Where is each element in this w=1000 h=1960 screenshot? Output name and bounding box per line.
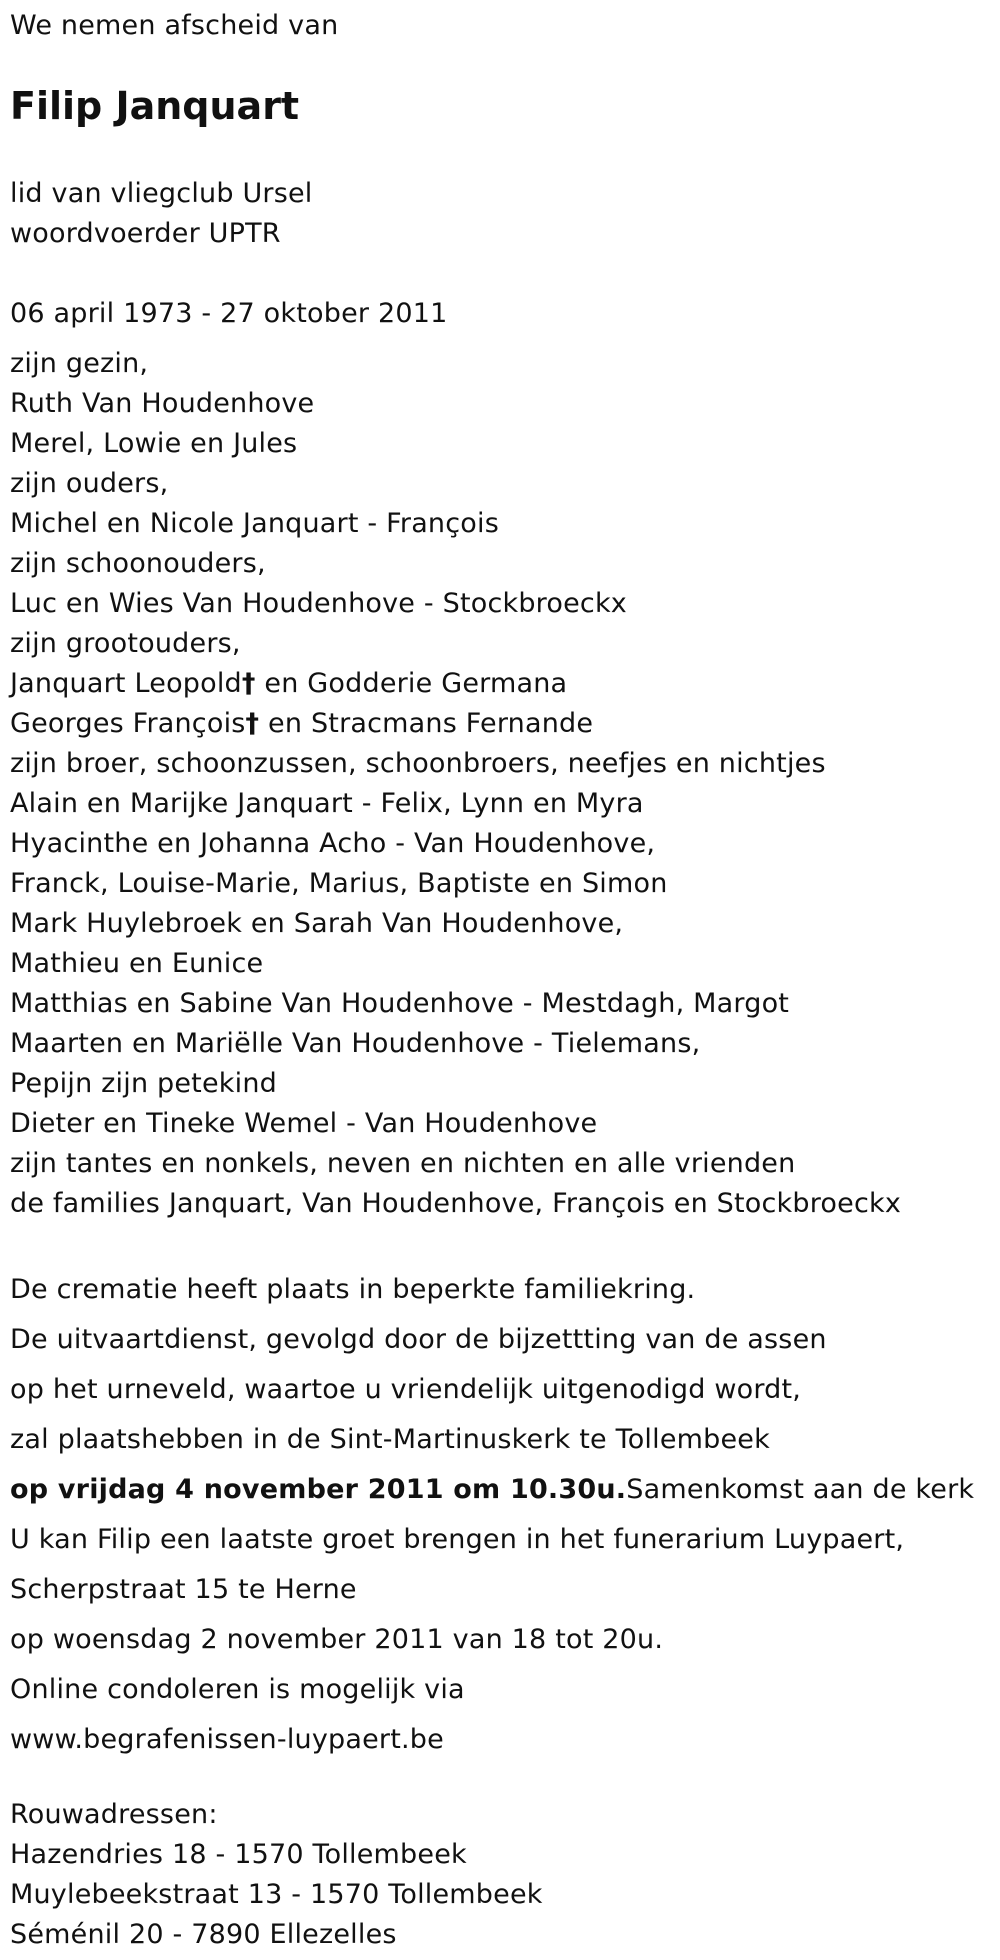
deceased-name: Filip Janquart (10, 84, 300, 128)
grandparent-name: Janquart Leopold (10, 668, 242, 699)
family-line: de families Janquart, Van Houdenhove, François en Stockbroeckx (10, 1188, 902, 1219)
family-line: Matthias en Sabine Van Houdenhove - Mestdagh, Margot (10, 988, 790, 1019)
ceremony-date: op vrijdag 4 november 2011 om 10.30u. (10, 1474, 627, 1505)
family-line: zijn broer, schoonzussen, schoonbroers, neefjes en nichtjes (10, 748, 826, 779)
family-line: Franck, Louise-Marie, Marius, Baptiste en Simon (10, 868, 668, 899)
life-dates-text: 06 april 1973 - 27 oktober 2011 (10, 298, 448, 329)
family-line: Maarten en Mariëlle Van Houdenhove - Tielemans, (10, 1028, 701, 1059)
family-line: zijn grootouders, (10, 628, 241, 659)
family-line: zijn gezin, (10, 348, 149, 379)
website-link[interactable]: www.begrafenissen-luypaert.be (10, 1724, 444, 1755)
family-line: Alain en Marijke Janquart - Felix, Lynn en Myra (10, 788, 644, 819)
roles-list (10, 174, 313, 254)
family-line: Luc en Wies Van Houdenhove - Stockbroeckx (10, 588, 627, 619)
address-line: Séménil 20 - 7890 Ellezelles (10, 1919, 397, 1950)
ceremony-line: De uitvaartdienst, gevolgd door de bijzettting van de assen (10, 1324, 827, 1355)
intro-text: We nemen afscheid van (10, 10, 339, 41)
family-line: Michel en Nicole Janquart - François (10, 508, 499, 539)
cross-icon: † (245, 708, 260, 739)
ceremony-line: op het urneveld, waartoe u vriendelijk uitgenodigd wordt, (10, 1374, 802, 1405)
role-line: woordvoerder UPTR (10, 218, 281, 249)
family-line (10, 704, 901, 744)
mourning-addresses (10, 1795, 543, 1955)
role-line: lid van vliegclub Ursel (10, 178, 313, 209)
ceremony-line: De crematie heeft plaats in beperkte familiekring. (10, 1274, 696, 1305)
ceremony-info (10, 1265, 974, 1765)
family-line: Pepijn zijn petekind (10, 1068, 277, 1099)
grandparent-name: Georges François (10, 708, 246, 739)
ceremony-line: Scherpstraat 15 te Herne (10, 1574, 357, 1605)
grandparent-partner: en Stracmans Fernande (268, 708, 594, 739)
family-line: Dieter en Tineke Wemel - Van Houdenhove (10, 1108, 598, 1139)
address-line: Muylebeekstraat 13 - 1570 Tollembeek (10, 1879, 543, 1910)
ceremony-gathering: Samenkomst aan de kerk (626, 1474, 975, 1505)
address-line: Hazendries 18 - 1570 Tollembeek (10, 1839, 467, 1870)
ceremony-line: zal plaatshebben in de Sint-Martinuskerk te Tollembeek (10, 1424, 770, 1455)
family-line: Mark Huylebroek en Sarah Van Houdenhove, (10, 908, 624, 939)
family-line (10, 664, 901, 704)
family-line: Merel, Lowie en Jules (10, 428, 298, 459)
life-dates (10, 294, 447, 334)
addresses-heading: Rouwadressen: (10, 1799, 218, 1830)
family-line: Ruth Van Houdenhove (10, 388, 315, 419)
family-line: zijn ouders, (10, 468, 169, 499)
ceremony-line: op woensdag 2 november 2011 van 18 tot 20u. (10, 1624, 664, 1655)
ceremony-line: Online condoleren is mogelijk via (10, 1674, 465, 1705)
family-line: zijn schoonouders, (10, 548, 266, 579)
cross-icon: † (241, 668, 256, 699)
family-line: Mathieu en Eunice (10, 948, 264, 979)
grandparent-partner: en Godderie Germana (264, 668, 568, 699)
ceremony-line: U kan Filip een laatste groet brengen in het funerarium Luypaert, (10, 1524, 905, 1555)
family-list (10, 344, 901, 1224)
family-line: Hyacinthe en Johanna Acho - Van Houdenhove, (10, 828, 656, 859)
family-line: zijn tantes en nonkels, neven en nichten en alle vrienden (10, 1148, 796, 1179)
ceremony-date-line (10, 1465, 974, 1515)
